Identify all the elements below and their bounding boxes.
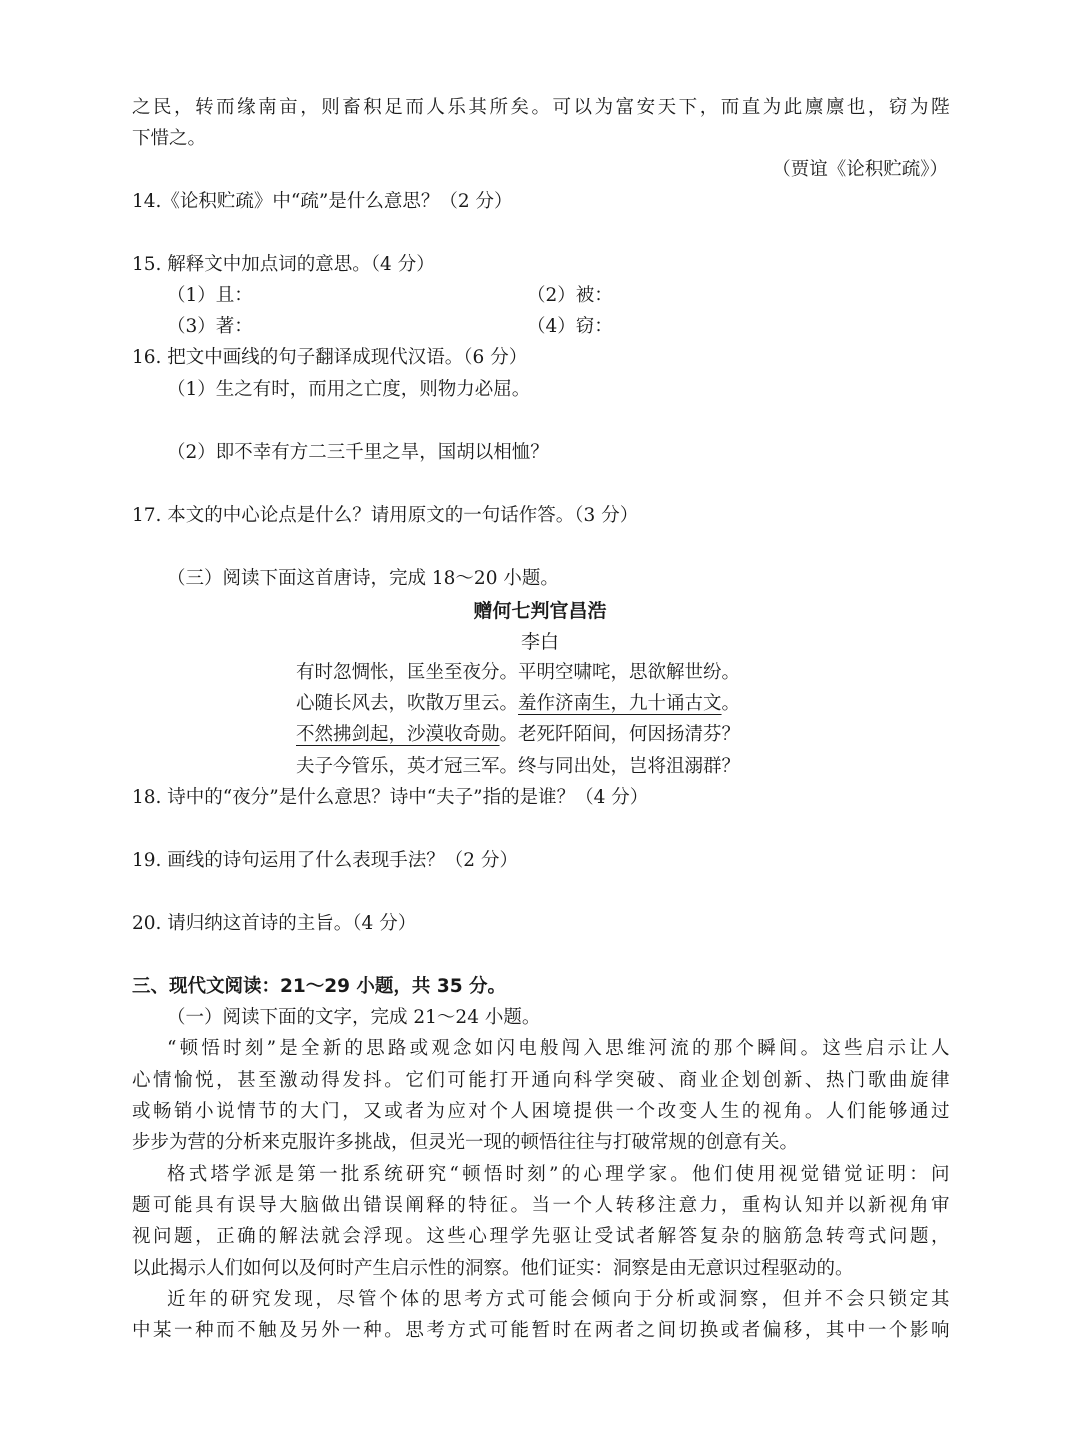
underlined-verse: 不然拂剑起，沙漠收奇勋 bbox=[296, 724, 500, 745]
question-19: 19. 画线的诗句运用了什么表现手法？（2 分） bbox=[132, 850, 518, 871]
article-line: 或畅销小说情节的大门，又或者为应对个人困境提供一个改变人生的视角。人们能够通过 bbox=[132, 1101, 950, 1122]
poem-title: 赠何七判官昌浩 bbox=[473, 600, 607, 622]
article-line: 中某一种而不触及另外一种。思考方式可能暂时在两者之间切换或者偏移，其中一个影响 bbox=[132, 1320, 950, 1341]
article-line: “顿悟时刻”是全新的思路或观念如闪电般闯入思维河流的那个瞬间。这些启示让人 bbox=[167, 1038, 950, 1059]
article-line: 题可能具有误导大脑做出错误阐释的特征。当一个人转移注意力，重构认知并以新视角审 bbox=[132, 1195, 950, 1216]
poem-line: 有时忽惆怅，匡坐至夜分。平明空啸咤，思欲解世纷。 bbox=[296, 662, 741, 683]
part-heading: 三、现代文阅读：21～29 小题，共 35 分。 bbox=[132, 976, 507, 997]
article-line: 心情愉悦，甚至激动得发抖。它们可能打开通向科学突破、商业企划创新、热门歌曲旋律 bbox=[132, 1070, 950, 1091]
article-line: 近年的研究发现，尽管个体的思考方式可能会倾向于分析或洞察，但并不会只锁定其 bbox=[167, 1289, 950, 1310]
poem-author: 李白 bbox=[520, 631, 559, 653]
question-20: 20. 请归纳这首诗的主旨。（4 分） bbox=[132, 913, 417, 934]
question-15: 15. 解释文中加点词的意思。（4 分） bbox=[132, 254, 435, 275]
poem-line: 夫子今管乐，英才冠三军。终与同出处，岂将沮溺群？ bbox=[296, 756, 741, 777]
question-18: 18. 诗中的“夜分”是什么意思？诗中“夫子”指的是谁？（4 分） bbox=[132, 787, 649, 808]
translate-sentence: （1）生之有时，而用之亡度，则物力必屈。 bbox=[167, 379, 531, 400]
article-line: 视问题，正确的解法就会浮现。这些心理学先驱让受试者解答复杂的脑筋急转弯式问题， bbox=[132, 1226, 950, 1247]
poem-line: 心随长风去，吹散万里云。羞作济南生，九十诵古文。 bbox=[296, 693, 741, 714]
passage-line: 下惜之。 bbox=[132, 128, 207, 149]
answer-slot: （4）窃： bbox=[527, 316, 613, 337]
answer-slot: （1）且： bbox=[167, 285, 253, 306]
article-line: 格式塔学派是第一批系统研究“顿悟时刻”的心理学家。他们使用视觉错觉证明：问 bbox=[167, 1164, 950, 1185]
answer-slot: （3）著： bbox=[167, 316, 253, 337]
article-line: 以此揭示人们如何以及何时产生启示性的洞察。他们证实：洞察是由无意识过程驱动的。 bbox=[132, 1258, 854, 1279]
section-intro: （三）阅读下面这首唐诗，完成 18～20 小题。 bbox=[167, 568, 559, 589]
question-14: 14.《论积贮疏》中“疏”是什么意思？（2 分） bbox=[132, 191, 513, 212]
article-line: 步步为营的分析来克服许多挑战，但灵光一现的顿悟往往与打破常规的创意有关。 bbox=[132, 1132, 799, 1153]
passage-source: （贾谊《论积贮疏》） bbox=[772, 159, 948, 180]
section-intro: （一）阅读下面的文字，完成 21～24 小题。 bbox=[167, 1007, 541, 1028]
underlined-verse: 羞作济南生，九十诵古文 bbox=[518, 693, 722, 714]
translate-sentence: （2）即不幸有方二三千里之旱，国胡以相恤？ bbox=[167, 442, 549, 463]
question-16: 16. 把文中画线的句子翻译成现代汉语。（6 分） bbox=[132, 347, 528, 368]
poem-line: 不然拂剑起，沙漠收奇勋。老死阡陌间，何因扬清芬？ bbox=[296, 724, 741, 745]
passage-line: 之民，转而缘南亩，则畜积足而人乐其所矣。可以为富安天下，而直为此廪廪也，窃为陛 bbox=[132, 97, 950, 118]
question-17: 17. 本文的中心论点是什么？请用原文的一句话作答。（3 分） bbox=[132, 505, 639, 526]
answer-slot: （2）被： bbox=[527, 285, 613, 306]
